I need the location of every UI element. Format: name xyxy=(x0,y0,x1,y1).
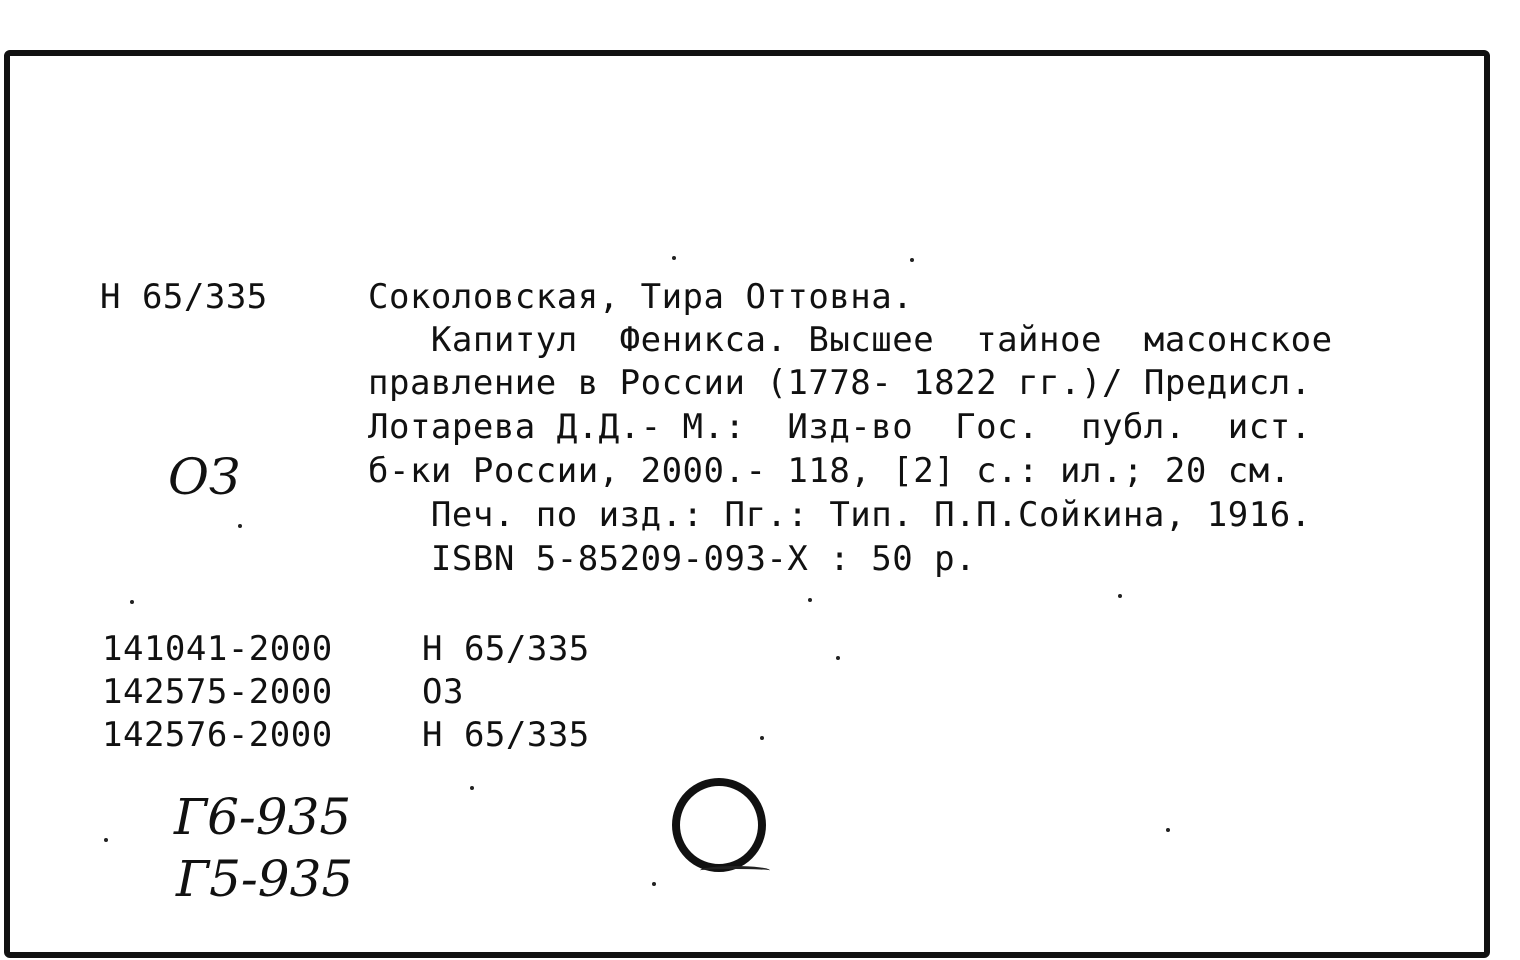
scan-speck xyxy=(652,882,656,886)
description-line: правление в России (1778- 1822 гг.)/ Предисл. xyxy=(368,363,1312,403)
scan-speck xyxy=(910,258,914,262)
holding-location: Н 65/335 xyxy=(422,629,590,669)
scan-speck xyxy=(104,838,108,842)
holding-location: Н 65/335 xyxy=(422,715,590,755)
description-line: Капитул Феникса. Высшее тайное масонское xyxy=(368,320,1333,360)
description-line: б-ки России, 2000.- 118, [2] с.: ил.; 20 см. xyxy=(368,451,1291,491)
scan-speck xyxy=(238,524,242,528)
handwritten-note: Г5-935 xyxy=(176,850,354,908)
scan-speck xyxy=(1118,594,1122,598)
description-line: Печ. по изд.: Пг.: Тип. П.П.Сойкина, 1916. xyxy=(368,495,1312,535)
scan-speck xyxy=(808,598,812,602)
scan-speck xyxy=(1166,828,1170,832)
holding-number: 142575-2000 xyxy=(102,672,333,712)
scan-speck xyxy=(130,600,134,604)
shelfmark: Н 65/335 xyxy=(100,277,268,317)
handwritten-note: Г6-935 xyxy=(174,788,352,846)
handwritten-location-code: ОЗ xyxy=(168,448,241,506)
scan-speck xyxy=(760,736,764,740)
scan-speck xyxy=(470,786,474,790)
description-line: Лотарева Д.Д.- М.: Изд-во Гос. публ. ист. xyxy=(368,407,1312,447)
holding-location: ОЗ xyxy=(422,672,464,712)
scan-speck xyxy=(672,256,676,260)
holding-number: 142576-2000 xyxy=(102,715,333,755)
scan-speck xyxy=(836,656,840,660)
ring-smudge xyxy=(700,866,770,875)
author-heading: Соколовская, Тира Оттовна. xyxy=(368,277,914,317)
holding-number: 141041-2000 xyxy=(102,629,333,669)
description-line: ISBN 5-85209-093-X : 50 р. xyxy=(368,539,977,579)
punch-hole-ring xyxy=(672,778,766,872)
